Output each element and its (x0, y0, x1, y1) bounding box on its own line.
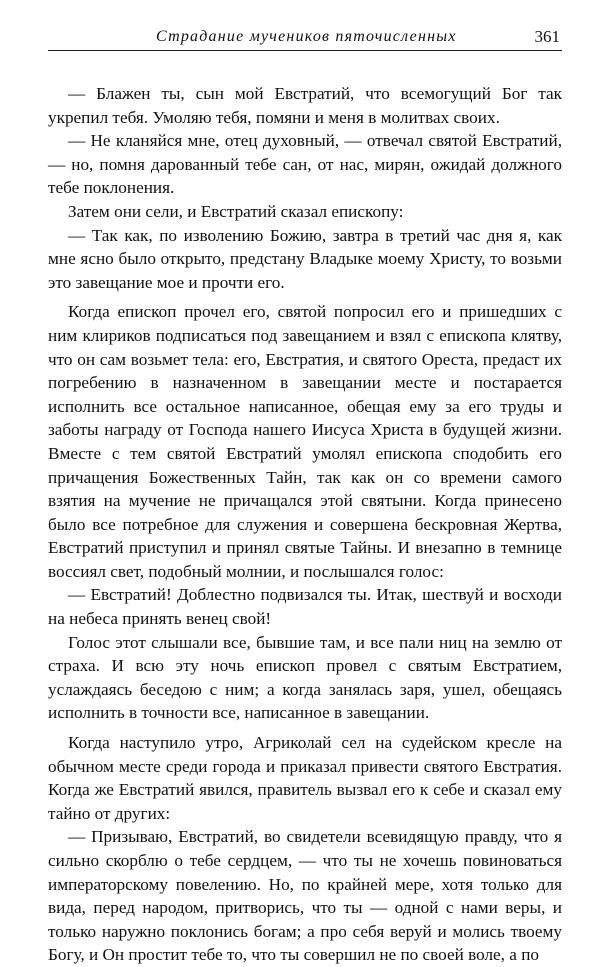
paragraph: Когда епископ прочел его, святой попросил его и пришедших с ним клириков подписаться под завещанием и взял с епископа клятву, что он сам возьмет тела: его, Евстратия, и святого Ореста, предаст их погребению в назначенном в завещании месте и постарается исполнить все остальное написанное, обещая ему за его труды и заботы награду от Господа нашего Иисуса Христа в будущей жизни. Вместе с тем святой Евстратий умолял епископа сподобить его причащения Божественных Тайн, так как он со времени самого взятия на мучение не причащался этой святыни. Когда принесено было все потребное для служения и совершена бескровная Жертва, Евстратий приступил и принял святые Тайны. И внезапно в темнице воссиял свет, подобный молнии, и послышался голос: (48, 302, 562, 581)
book-page (48, 24, 562, 967)
paragraph: — Так как, по изволению Божию, завтра в третий час дня я, как мне ясно было открыто, предстану Владыке моему Христу, то возьми это завещание мое и прочти его. (48, 225, 562, 292)
running-header (48, 24, 562, 51)
paragraph: — Призываю, Евстратий, во свидетели всевидящую правду, что я сильно скорблю о тебе сердцем, — что ты не хочешь повиноваться императорскому повелению. Но, по крайней мере, хотя только для вида, перед народом, притворись, что ты — одной с нами веры, и только наружно поклонись богам; а про себя веруй и молись твоему Богу, и Он простит тебе то, что ты совершил не по своей воле, а по (48, 827, 562, 965)
page-number: 361 (534, 27, 560, 46)
paragraph: — Не кланяйся мне, отец духовный, — отвечал святой Евстратий, — но, помня дарованный тебе сан, от нас, мирян, ожидай должного тебе поклонения. (48, 131, 562, 198)
body-text (48, 82, 562, 967)
paragraph: — Блажен ты, сын мой Евстратий, что всемогущий Бог так укрепил тебя. Умоляю тебя, помяни и меня в молитвах своих. (48, 84, 562, 127)
paragraph: — Евстратий! Доблестно подвизался ты. Итак, шествуй и восходи на небеса принять венец свой! (48, 585, 562, 629)
paragraph: Затем они сели, и Евстратий сказал епископу: (68, 201, 404, 221)
paragraph: Голос этот слышали все, бывшие там, и все пали ниц на землю от страха. И всю эту ночь епископ провел с святым Евстратием, услаждаясь беседою с ним; а когда занялась заря, ушел, обещаясь исполнить в точности все, написанное в завещании. (48, 632, 562, 723)
running-title: Страдание мучеников пяточисленных (156, 28, 457, 45)
paragraph: Когда наступило утро, Агриколай сел на судейском кресле на обычном месте среди города и приказал привести святого Евстратия. Когда же Евстратий явился, правитель вызвал его к себе и сказал ему тайно от других: (48, 733, 562, 823)
